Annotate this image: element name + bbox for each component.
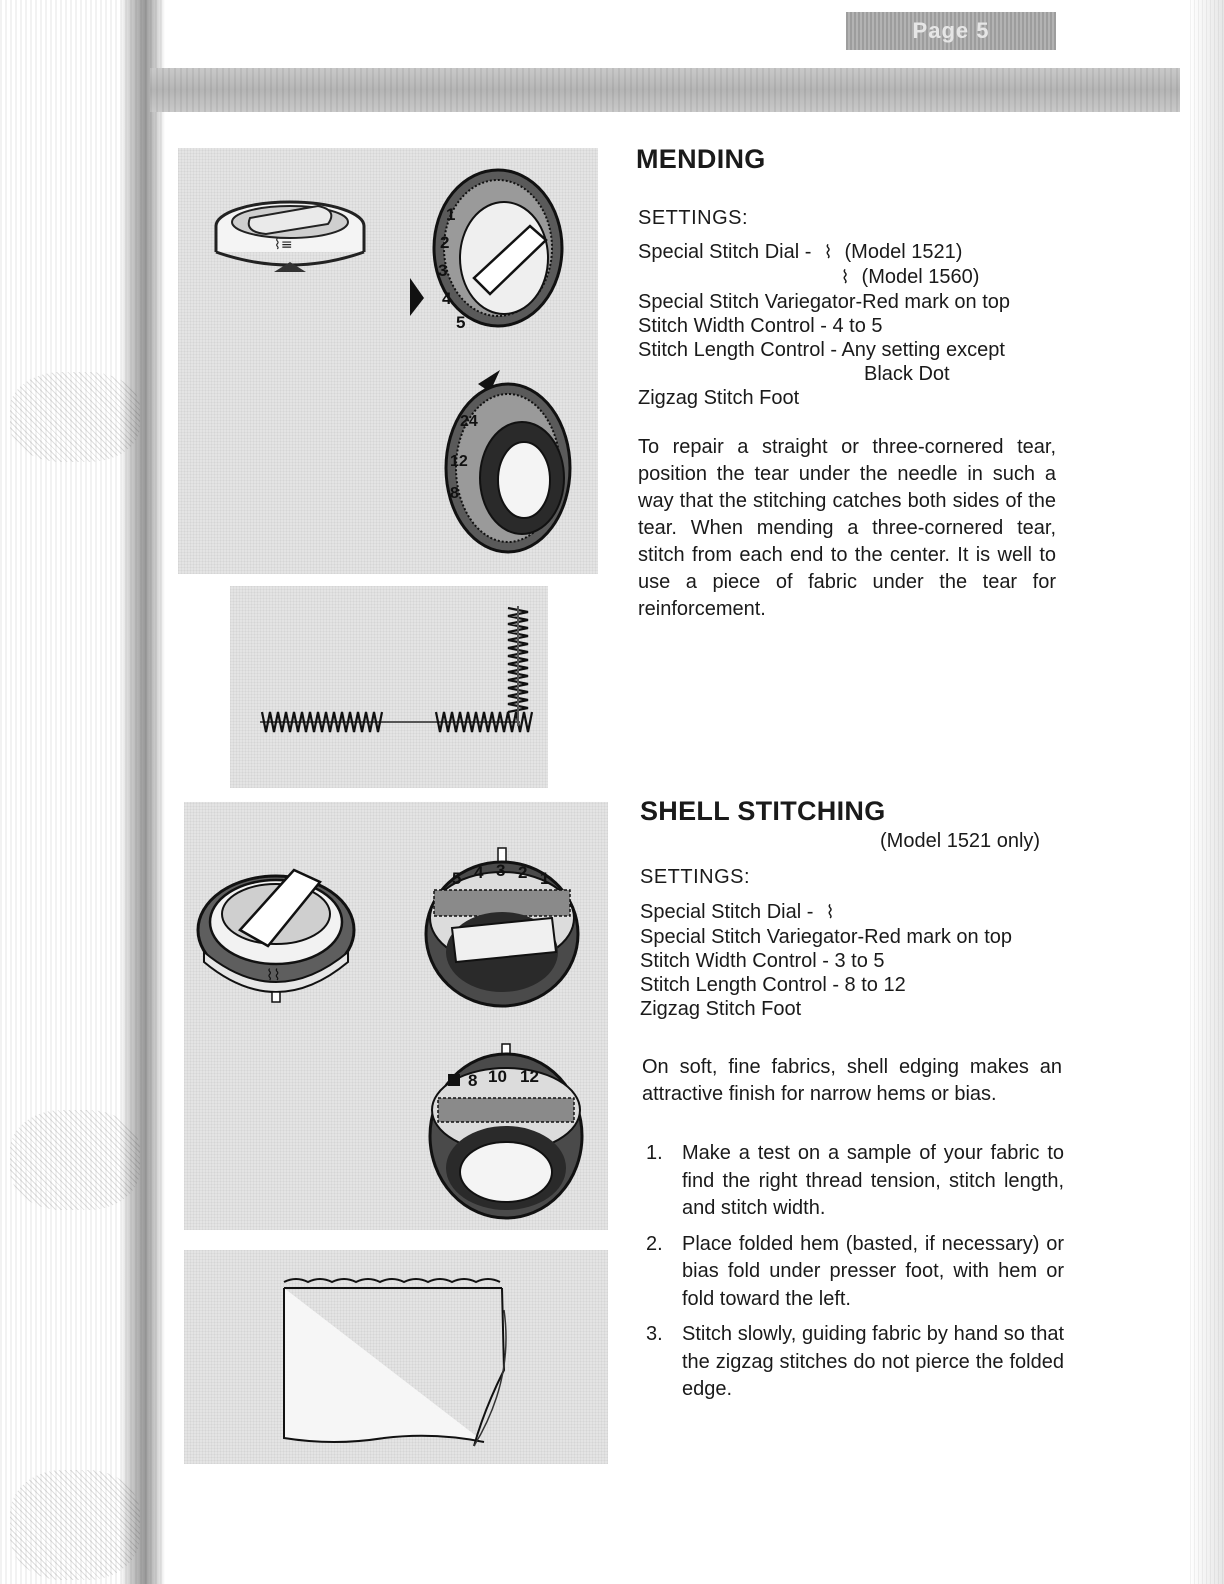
width-number: 1	[446, 205, 456, 224]
stitch-length-dial	[446, 370, 570, 552]
setting-line: Special Stitch Dial - ⌇	[640, 900, 1012, 925]
scan-speckle	[10, 372, 140, 462]
width-number: 3	[496, 861, 506, 880]
width-number: 1	[540, 869, 550, 888]
page-left-edge	[0, 0, 165, 1584]
stitch-length-dial	[430, 1044, 582, 1218]
setting-line: ⌇ (Model 1560)	[638, 265, 1010, 290]
setting-line: Black Dot	[864, 363, 950, 385]
mending-title: MENDING	[636, 144, 766, 174]
stitch-pattern-icon: ⌇	[840, 267, 850, 288]
mending-stitch-sample	[230, 586, 548, 788]
width-number: 4	[474, 863, 484, 882]
length-number: 8	[468, 1071, 478, 1090]
svg-text:⌇⌇: ⌇⌇	[266, 966, 281, 984]
setting-line: Stitch Length Control - 8 to 12	[640, 974, 906, 996]
stitch-pattern-icon: ⌇	[825, 902, 835, 923]
model-note: (Model 1521 only)	[880, 830, 1041, 852]
scan-speckle	[10, 1110, 140, 1210]
pointer-icon	[410, 278, 424, 316]
special-stitch-dial	[216, 202, 364, 272]
setting-line: Special Stitch Variegator-Red mark on top	[638, 291, 1011, 313]
setting-line: Special Stitch Dial - ⌇ (Model 1521)	[638, 241, 963, 263]
shell-hem-sample	[184, 1250, 608, 1464]
width-number: 3	[438, 261, 448, 280]
list-item: 3. Stitch slowly, guiding fabric by hand so that the zigzag stitches do not pierce the folded edge.	[646, 1323, 1064, 1400]
list-item: 1. Make a test on a sample of your fabric to find the right thread tension, stitch length, and stitch width.	[646, 1142, 1064, 1219]
mending-dials-illustration	[178, 148, 598, 574]
setting-line: Stitch Length Control - Any setting except	[638, 339, 1005, 361]
stitch-width-dial	[426, 848, 578, 1006]
shell-stitching-title: SHELL STITCHING	[640, 796, 886, 826]
page-right-edge	[1190, 0, 1224, 1584]
width-number: 4	[442, 289, 452, 308]
stitch-pattern-icon: ⌇	[823, 242, 833, 263]
stitch-width-dial	[410, 170, 562, 332]
length-number: 10	[488, 1067, 507, 1086]
shell-dials-illustration	[184, 802, 608, 1230]
length-number: 24	[460, 413, 478, 430]
width-number: 5	[452, 869, 462, 888]
svg-text:⌇≡: ⌇≡	[274, 237, 293, 253]
setting-line: Zigzag Stitch Foot	[638, 387, 800, 409]
shell-settings-list	[640, 900, 1012, 1021]
mending-settings-list	[638, 240, 1010, 410]
length-number: 12	[520, 1067, 539, 1086]
mending-body: To repair a straight or three-cornered tear, position the tear under the needle in such a way that the stitching catches both sides of the tear. When mending a three-cornered tear, stitch from each end to the center. It is well to use a piece of fabric under the tear for reinforcement.	[638, 436, 1056, 620]
width-number: 5	[456, 313, 466, 332]
setting-line: Stitch Width Control - 4 to 5	[638, 315, 883, 337]
page-number-tab: Page 5	[846, 12, 1056, 50]
scan-speckle	[10, 1470, 140, 1580]
length-number: 12	[450, 453, 468, 470]
mending-settings-label: SETTINGS:	[638, 207, 749, 229]
setting-line: Stitch Width Control - 3 to 5	[640, 950, 885, 972]
shell-body: On soft, fine fabrics, shell edging makes an attractive finish for narrow hems or bias.	[642, 1056, 1062, 1105]
shell-steps-list	[642, 1140, 1064, 1412]
width-number: 2	[440, 233, 450, 252]
length-number: 8	[450, 485, 459, 502]
width-number: 2	[518, 863, 528, 882]
setting-line: Zigzag Stitch Foot	[640, 998, 802, 1020]
shell-settings-label: SETTINGS:	[640, 866, 751, 888]
header-band	[150, 68, 1180, 112]
setting-line: Special Stitch Variegator-Red mark on top	[640, 926, 1013, 948]
list-item: 2. Place folded hem (basted, if necessary) or bias fold under presser foot, with hem or fold toward the left.	[646, 1232, 1064, 1310]
special-stitch-dial	[198, 870, 354, 1002]
